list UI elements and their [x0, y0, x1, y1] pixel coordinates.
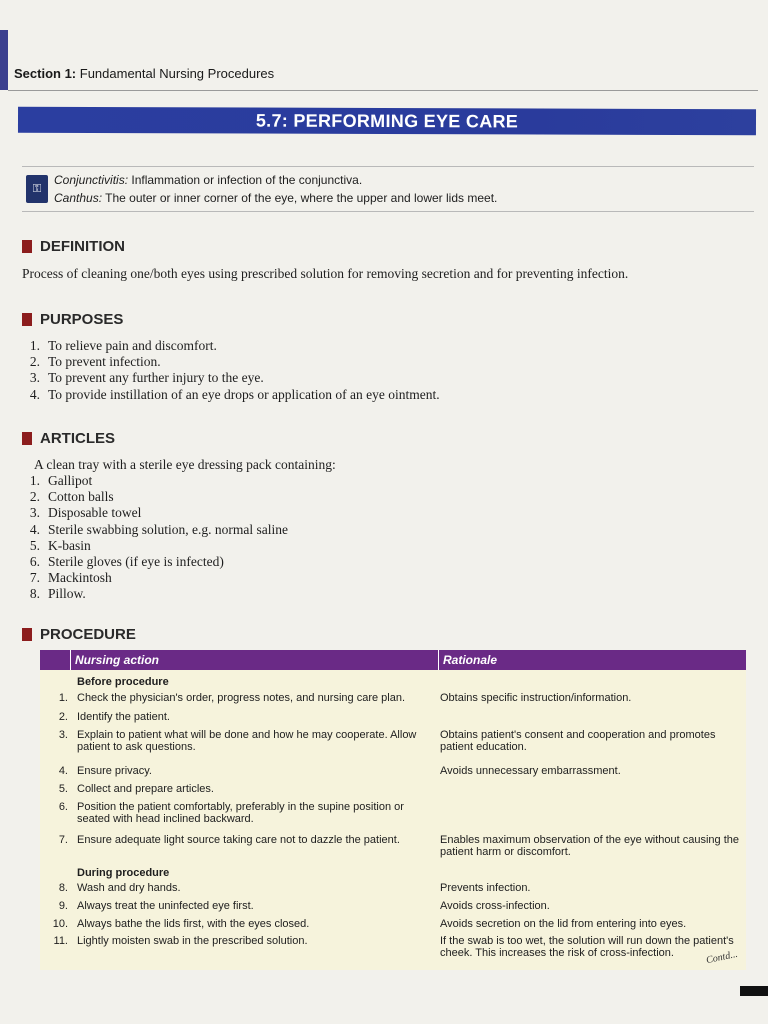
- subheading-during: During procedure: [77, 867, 170, 879]
- list-item: 2. To prevent infection.: [29, 354, 161, 370]
- column-header-rationale: Rationale: [438, 650, 738, 670]
- list-item: 8. Pillow.: [29, 586, 86, 602]
- heading-label: PROCEDURE: [40, 626, 136, 643]
- heading-label: ARTICLES: [40, 430, 115, 447]
- section-header: [14, 66, 274, 81]
- key-icon: ⚿: [26, 175, 48, 203]
- articles-list: [18, 473, 288, 603]
- heading-label: DEFINITION: [40, 238, 125, 255]
- glossary-item: [54, 191, 497, 205]
- heading-label: PURPOSES: [40, 311, 124, 328]
- continued-note: Contd...: [705, 948, 739, 967]
- procedure-heading: [22, 626, 136, 643]
- glossary-term: Canthus:: [54, 191, 103, 205]
- column-header-action: Nursing action: [70, 650, 430, 670]
- page-title: 5.7: PERFORMING EYE CARE: [18, 107, 756, 136]
- page-corner-mark: [740, 986, 768, 996]
- glossary-term: Conjunctivitis:: [54, 173, 129, 187]
- definition-text: Process of cleaning one/both eyes using prescribed solution for removing secretion and for preventing infection.: [22, 266, 629, 281]
- articles-heading: [22, 430, 115, 447]
- table-header: [40, 650, 746, 670]
- glossary-text: Inflammation or infection of the conjunctiva.: [128, 173, 363, 187]
- list-item: 4. To provide instillation of an eye drops or application of an eye ointment.: [29, 386, 440, 402]
- list-item: 1. To relieve pain and discomfort.: [29, 338, 217, 353]
- list-item: 2. Cotton balls: [29, 489, 114, 505]
- subheading-before: Before procedure: [77, 676, 169, 688]
- purposes-heading: [22, 311, 123, 328]
- list-item: 6. Sterile gloves (if eye is infected): [29, 553, 224, 569]
- bullet-square-icon: [22, 628, 32, 641]
- list-item: 3. Disposable towel: [29, 505, 142, 521]
- list-item: 4. Sterile swabbing solution, e.g. normal saline: [29, 521, 288, 537]
- procedure-table: Nursing action Rationale Before procedure 1. Check the physician's order, progress notes, and nursing care plan. Obtains specific instruction/information. 2. Identify the patient. 3. Explain to patient what will be done and how he may cooperate. Allow patient to ask questions. Obtains patient's consent and cooperation and promotes patient education. 4. Ensure privacy. Avoids unnecessary embarrassment. 5. Collect and prepare articles. 6. Position the patient comfortably, preferably in the supine position or seated with head inclined backward. 7. Ensure adequate light source taking care not to dazzle the patient. Enables maximum observation of the eye without causing the patient harm or discomfort. During procedure 8. Wash and dry hands. Prevents infection. 9. Always treat the uninfected eye first. Avoids cross-infection. 10. Always bathe the lids first, with the eyes closed. Avoids secretion on the lid from entering into eyes. 11. Lightly moisten swab in the prescribed solution. If the swab is too wet, the solution will run down the patient's cheek. This increases the risk of cross-infection.: [40, 650, 746, 970]
- section-prefix: Section 1:: [14, 66, 77, 81]
- list-item: 5. K-basin: [29, 537, 91, 553]
- purposes-list: [18, 338, 440, 403]
- articles-intro: A clean tray with a sterile eye dressing pack containing:: [34, 457, 336, 472]
- page-edge-mark: [0, 30, 8, 90]
- bullet-square-icon: [22, 240, 32, 253]
- list-item: 1. Gallipot: [29, 473, 93, 488]
- list-item: 3. To prevent any further injury to the eye.: [29, 370, 264, 386]
- glossary-text: The outer or inner corner of the eye, where the upper and lower lids meet.: [102, 191, 498, 205]
- bullet-square-icon: [22, 313, 32, 326]
- header-rule: [8, 90, 758, 91]
- bullet-square-icon: [22, 432, 32, 445]
- glossary-item: [54, 173, 362, 187]
- section-name: Fundamental Nursing Procedures: [79, 66, 275, 81]
- glossary-box: [22, 166, 754, 212]
- definition-heading: [22, 238, 125, 255]
- list-item: 7. Mackintosh: [29, 570, 112, 586]
